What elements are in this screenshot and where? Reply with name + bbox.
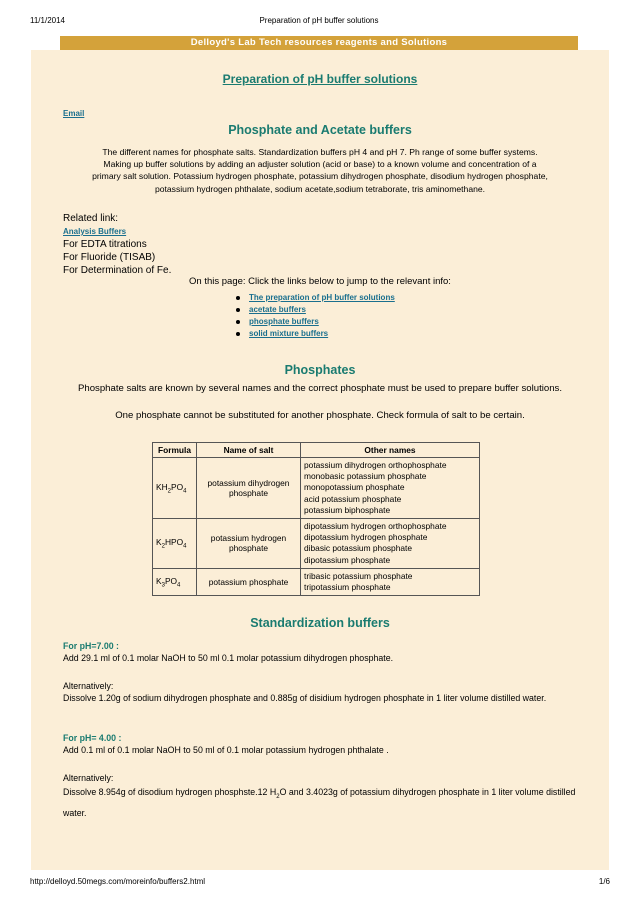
footer-url: http://delloyd.50megs.com/moreinfo/buffers2.html: [30, 877, 206, 886]
related-line-fluoride: For Fluoride (TISAB): [63, 252, 156, 263]
table-header-row: [153, 443, 480, 458]
related-links: [63, 212, 171, 277]
toc-link-acetate[interactable]: acetate buffers: [249, 305, 306, 314]
footer-page-number: 1/6: [598, 877, 610, 886]
salt-name-cell: potassium dihydrogen phosphate: [197, 458, 301, 519]
alt1-label: Alternatively:: [63, 681, 114, 691]
onpage-instructions: On this page: Click the links below to jump to the relevant info:: [189, 276, 451, 287]
alt2-label: Alternatively:: [63, 773, 114, 783]
toc-link-preparation[interactable]: The preparation of pH buffer solutions: [249, 293, 395, 302]
table-row: [153, 458, 480, 519]
intro-paragraph: The different names for phosphate salts. Standardization buffers pH 4 and pH 7. Ph range of some buffer systems. Making up buffer solutions by adding an adjuster solution (acid or base) to a known volume and concentration of a primary salt solution. Potassium hydrogen phosphate, potassium dihydrogen phosphate, disodium hydrogen phosphate, potassium hydrogen phthalate, sodium acetate,sodium tetraborate, tris aminomethane.: [92, 147, 548, 194]
header-other-names: Other names: [301, 443, 480, 458]
toc-link-solid-mixture[interactable]: solid mixture buffers: [249, 329, 329, 338]
toc-item: [233, 328, 395, 340]
ph4-text: Add 0.1 ml of 0.1 molar NaOH to 50 ml of 0.1 molar potassium hydrogen phthalate .: [63, 745, 389, 756]
toc-link-phosphate[interactable]: phosphate buffers: [249, 317, 319, 326]
page-title[interactable]: Preparation of pH buffer solutions: [222, 72, 418, 86]
section-heading-phosphates: Phosphates: [284, 363, 356, 377]
table-row: [153, 519, 480, 569]
related-line-edta: For EDTA titrations: [63, 239, 147, 250]
print-date: 11/1/2014: [30, 16, 65, 25]
page-content: [31, 50, 609, 870]
table-row: [153, 568, 480, 595]
ph7-text: Add 29.1 ml of 0.1 molar NaOH to 50 ml 0.1 molar potassium dihydrogen phosphate.: [63, 653, 394, 664]
toc-item: [233, 316, 395, 328]
related-line-fe: For Determination of Fe.: [63, 265, 172, 276]
ph4-label: For pH= 4.00 :: [63, 733, 122, 743]
alt2-text: Dissolve 8.954g of disodium hydrogen phosphste.12 $H_2O$ and 3.4023g of potassium dihydrogen phosphate in 1 liter volume distilled water.: [63, 787, 576, 818]
related-label: Related link:: [63, 213, 119, 224]
section-heading-phosphate-acetate: Phosphate and Acetate buffers: [228, 123, 412, 137]
toc-list: [233, 292, 395, 340]
header-name: Name of salt: [197, 443, 301, 458]
alt2-block: [63, 772, 583, 821]
other-names-cell: tribasic potassium phosphate tripotassium phosphate: [301, 568, 480, 595]
analysis-buffers-link[interactable]: Analysis Buffers: [63, 227, 127, 236]
formula-cell: $K_3PO_4$: [153, 568, 197, 595]
print-header: [0, 10, 638, 24]
alt1-block: [63, 680, 583, 704]
ph4-block: [63, 732, 583, 756]
toc-item: [233, 292, 395, 304]
site-banner: Delloyd's Lab Tech resources reagents and Solutions: [60, 36, 578, 50]
ph7-block: [63, 640, 583, 664]
salt-name-cell: potassium hydrogen phosphate: [197, 519, 301, 569]
formula-cell: $KH_2PO_4$: [153, 458, 197, 519]
phosphates-paragraph-1: Phosphate salts are known by several names and the correct phosphate must be used to prepare buffer solutions.: [77, 383, 563, 394]
header-formula: Formula: [153, 443, 197, 458]
email-link[interactable]: Email: [63, 109, 85, 118]
phosphates-paragraph-2: One phosphate cannot be substituted for another phosphate. Check formula of salt to be certain.: [115, 410, 525, 421]
section-heading-standardization: Standardization buffers: [250, 616, 390, 630]
alt1-text: Dissolve 1.20g of sodium dihydrogen phosphate and 0.885g of disidium hydrogen phosphate in 1 liter volume distilled water.: [63, 693, 547, 704]
other-names-cell: dipotassium hydrogen orthophosphate dipotassium hydrogen phosphate dibasic potassium phosphate dipotassium phosphate: [301, 519, 480, 569]
salt-name-cell: potassium phosphate: [197, 568, 301, 595]
toc-item: [233, 304, 395, 316]
print-title: Preparation of pH buffer solutions: [259, 16, 379, 25]
phosphate-salts-table: [152, 442, 480, 596]
other-names-cell: potassium dihydrogen orthophosphate monobasic potassium phosphate monopotassium phosphate acid potassium phosphate potassium biphosphate: [301, 458, 480, 519]
formula-cell: $K_2HPO_4$: [153, 519, 197, 569]
ph7-label: For pH=7.00 :: [63, 641, 119, 651]
